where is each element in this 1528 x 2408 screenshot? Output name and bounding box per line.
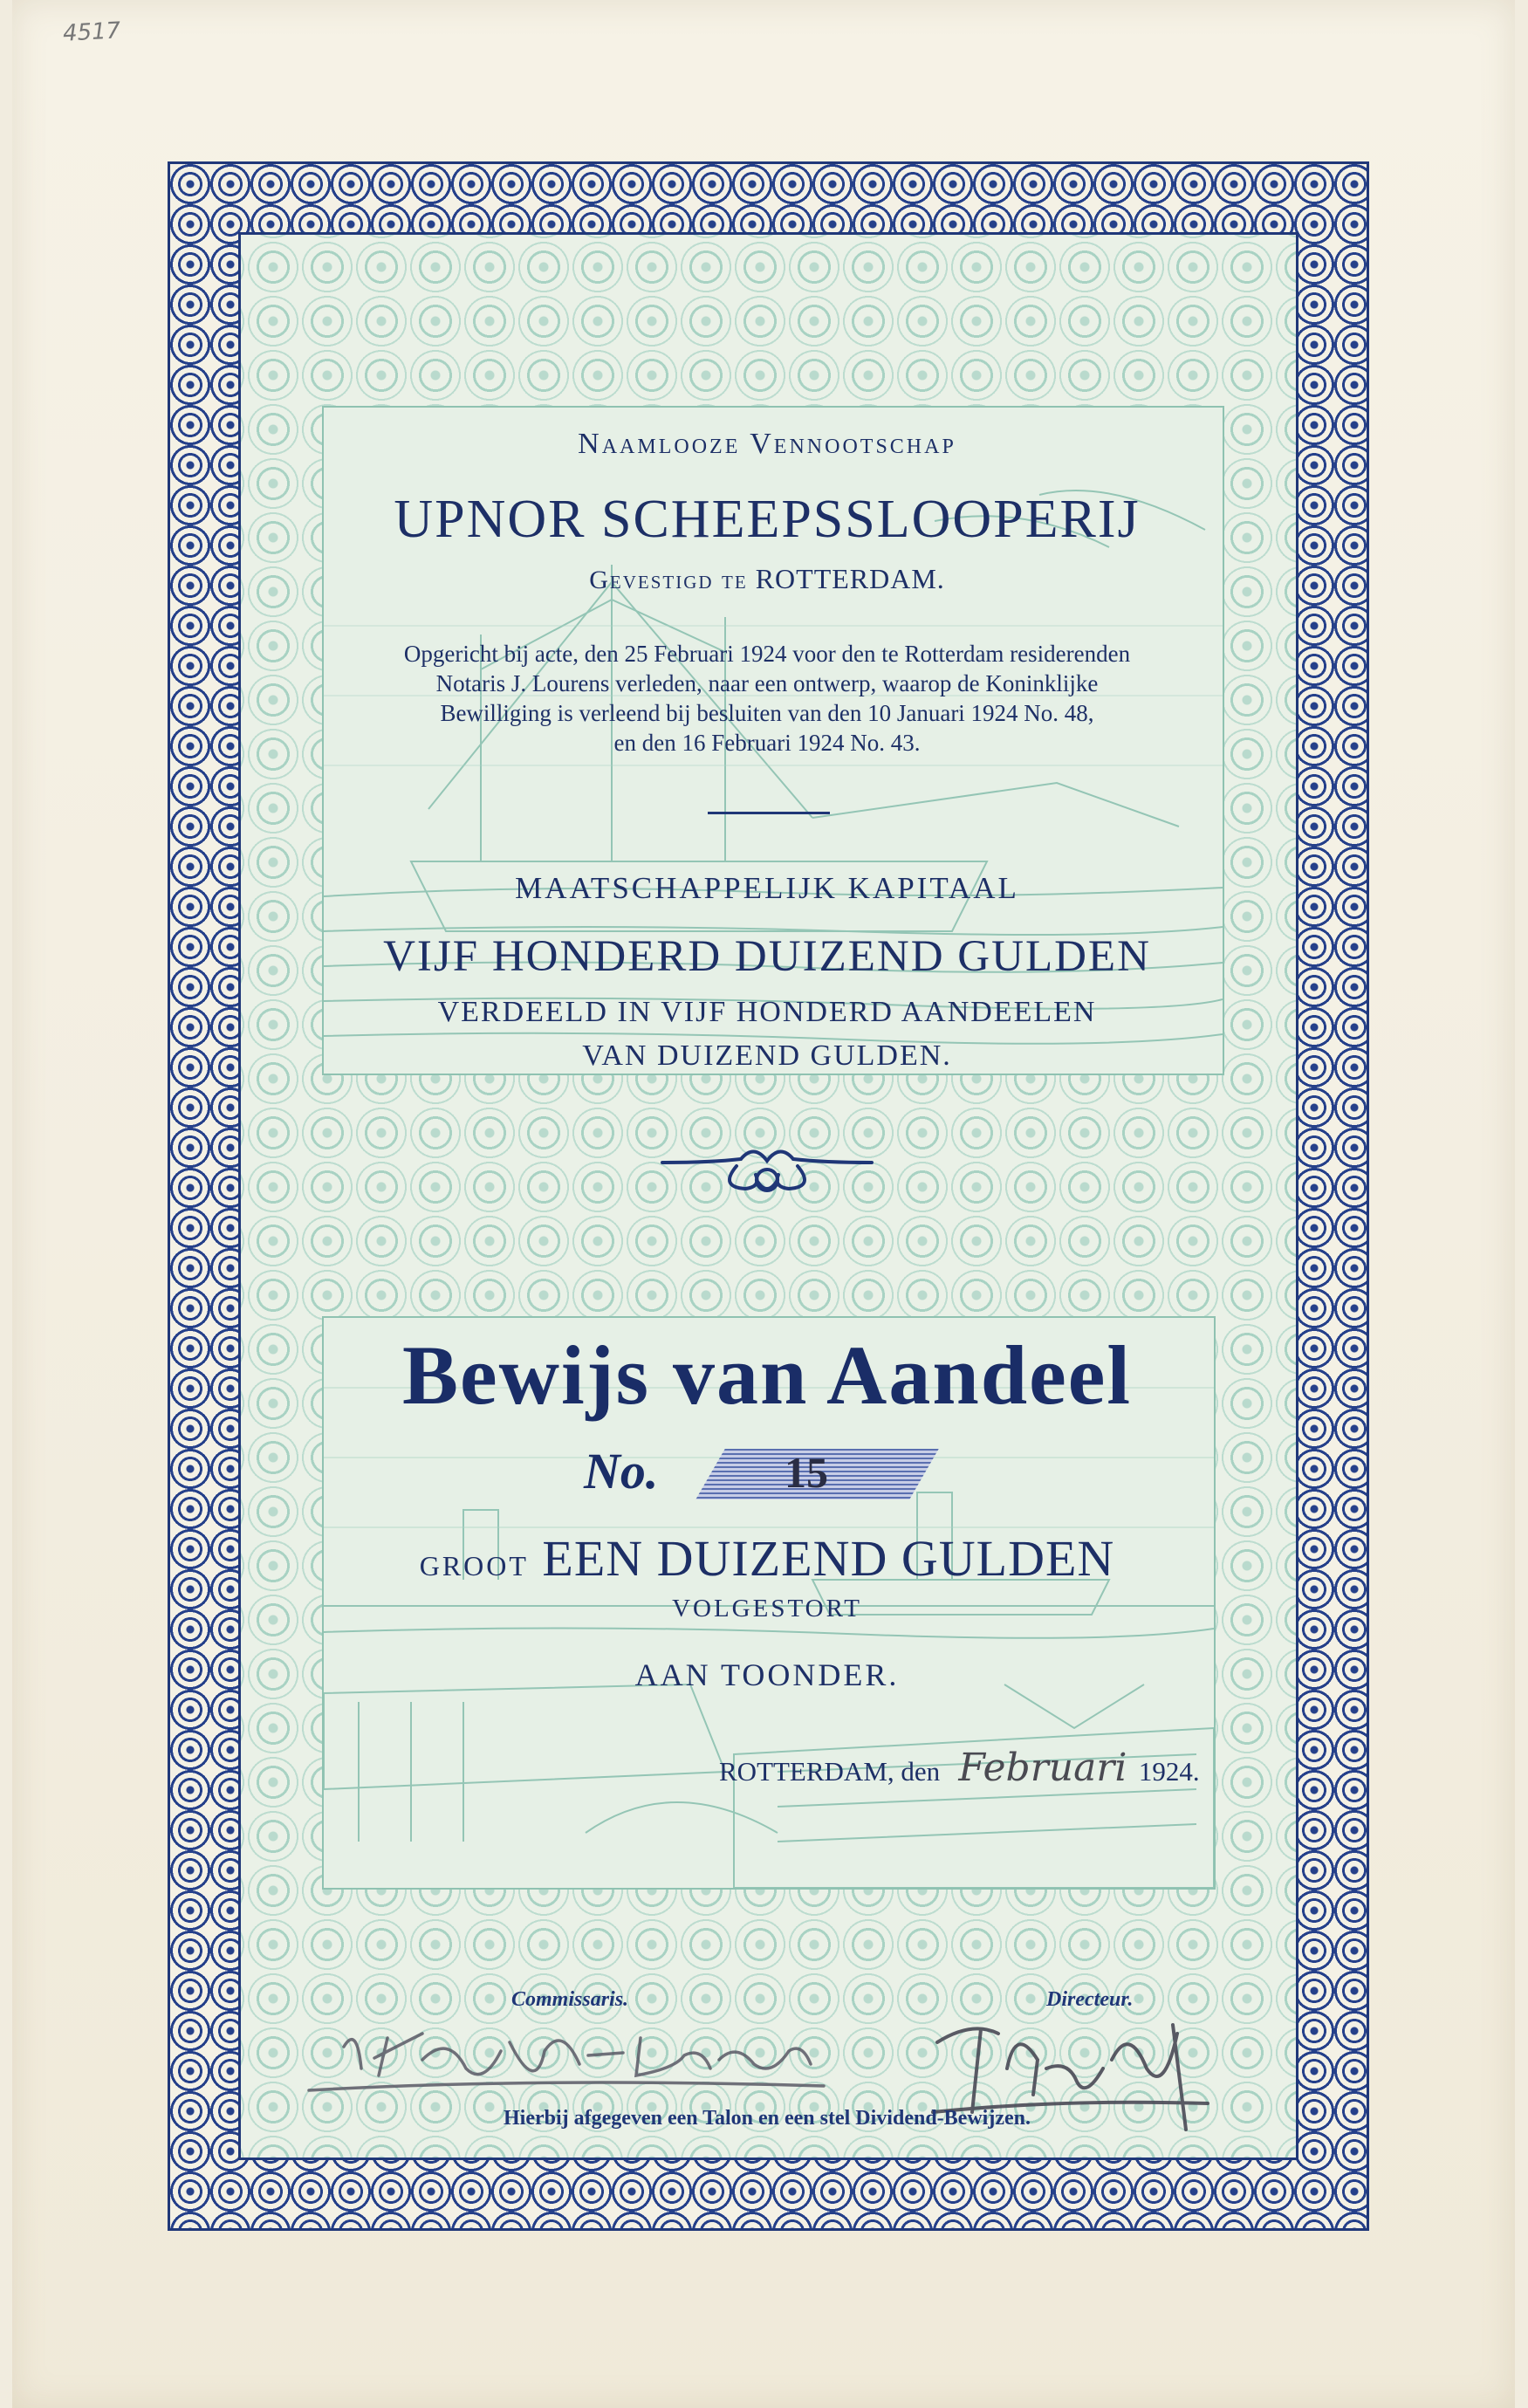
capital-divided: VERDEELD IN VIJF HONDERD AANDEELEN [437, 996, 1097, 1028]
talon-note: Hierbij afgegeven een Talon en een stel Dividend-Bewijzen. [504, 2107, 1031, 2130]
seat-prefix: Gevestigd te [589, 566, 748, 594]
certificate-title: Bewijs van Aandeel [401, 1328, 1133, 1422]
founding-line: en den 16 Februari 1924 No. 43. [613, 730, 921, 756]
founding-line: Opgericht bij acte, den 25 Februari 1924 voor den te Rotterdam residerenden [403, 641, 1131, 667]
number-label: No. [584, 1443, 659, 1499]
certificate-number: 15 [785, 1448, 828, 1497]
pencil-note: 4517 [62, 17, 121, 47]
seat-city: ROTTERDAM. [755, 563, 945, 594]
company-type: Naamlooze Vennootschap [578, 428, 956, 460]
groot-label: GROOT [419, 1550, 529, 1581]
capital-per-share: VAN DUIZEND GULDEN. [582, 1039, 952, 1072]
issue-place: ROTTERDAM, den [719, 1756, 941, 1787]
capital-amount: VIJF HONDERD DUIZEND GULDEN [383, 932, 1151, 981]
commissaris-label: Commissaris. [511, 1988, 629, 2011]
paid-status: VOLGESTORT [672, 1595, 862, 1622]
founding-line: Bewilliging is verleend bij besluiten van den 10 Januari 1924 No. 48, [440, 700, 1094, 726]
directeur-label: Directeur. [1046, 1988, 1134, 2011]
commissaris-signature [309, 2034, 824, 2090]
handwritten-signatures [12, 0, 1528, 2408]
issue-year: 1924. [1138, 1756, 1200, 1787]
certificate-sheet [12, 0, 1515, 2408]
issue-month: Februari [958, 1746, 1127, 1790]
founding-line: Notaris J. Lourens verleden, naar een ontwerp, waarop de Koninklijke [435, 670, 1099, 696]
capital-label: MAATSCHAPPELIJK KAPITAAL [515, 871, 1019, 905]
company-name: UPNOR SCHEEPSSLOOPERIJ [394, 490, 1141, 549]
bearer-text: AAN TOONDER. [634, 1657, 900, 1692]
share-value: EEN DUIZEND GULDEN [542, 1530, 1115, 1587]
